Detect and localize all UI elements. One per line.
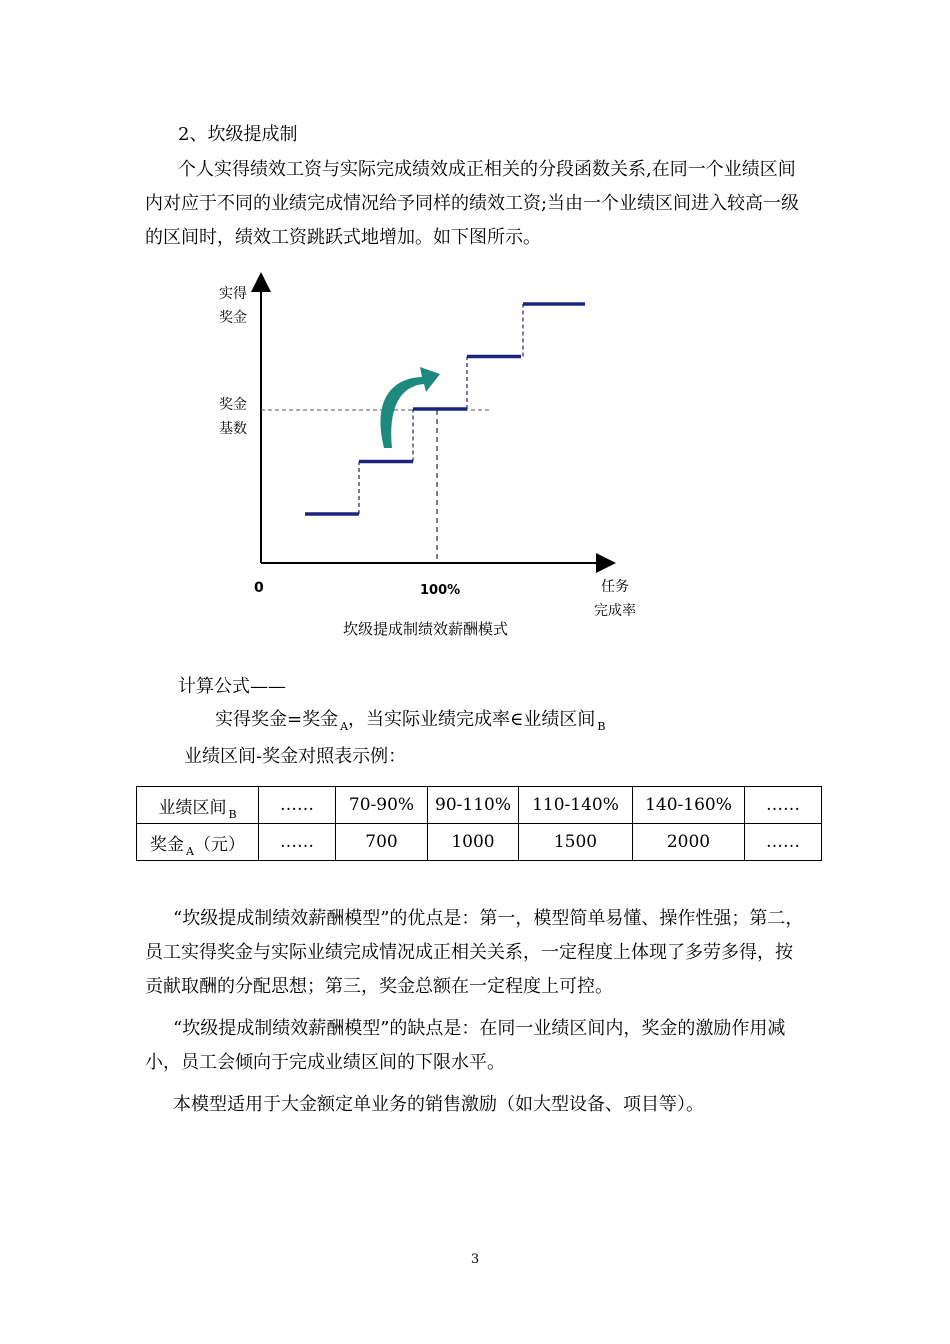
x-axis-label: 任务 完成率 [594, 579, 636, 619]
pros-paragraph: “坎级提成制绩效薪酬模型”的优点是：第一，模型简单易懂、操作性强；第二，员工实得奖金与实际业绩完成情况成正相关关系，一定程度上体现了多劳多得，按贡献取酬的分配思想；第三，奖金总额在一定程度上可控。 [145, 908, 804, 997]
table-cell: …… [745, 824, 822, 861]
table-cell: 90-110% [428, 787, 519, 824]
x-reference-label: 100% [420, 583, 461, 598]
table-cell: …… [259, 787, 336, 824]
reference-label: 奖金 基数 [219, 397, 247, 437]
intro-paragraph: 个人实得绩效工资与实际完成绩效成正相关的分段函数关系,在同一个业绩区间内对应于不同的业绩完成情况给予同样的绩效工资;当由一个业绩区间进入较高一级的区间时，绩效工资跳跃式地增加。如下图所示。 [145, 159, 800, 248]
table-cell: 140-160% [633, 787, 745, 824]
table-cell: 1500 [519, 824, 633, 861]
table-cell: 700 [336, 824, 428, 861]
section-heading: 2、坎级提成制 [178, 124, 298, 145]
table-cell: 1000 [428, 824, 519, 861]
chart-title: 坎级提成制绩效薪酬模式 [343, 620, 509, 638]
y-axis-label: 实得 奖金 [219, 286, 247, 326]
bonus-table [136, 786, 822, 861]
page-number: 3 [470, 1252, 480, 1267]
table-cell: 70-90% [336, 787, 428, 824]
table-row [137, 824, 822, 861]
table-cell: 2000 [633, 824, 745, 861]
formula-line: 实得奖金=奖金 $_A$，当实际业绩完成率∈业绩区间 $_B$ [215, 709, 606, 733]
x-origin-label: 0 [254, 580, 264, 596]
table-cell: 奖金 $_A$（元） [137, 824, 259, 861]
table-caption: 业绩区间-奖金对照表示例： [184, 746, 407, 767]
step-chart [0, 0, 950, 660]
formula-label: 计算公式—— [178, 676, 286, 697]
table-row [137, 787, 822, 824]
table-cell: 业绩区间 $_B$ [137, 787, 259, 824]
table-cell: …… [259, 824, 336, 861]
scope-paragraph: 本模型适用于大金额定单业务的销售激励（如大型设备、项目等）。 [173, 1094, 704, 1115]
table-cell: …… [745, 787, 822, 824]
cons-paragraph: “坎级提成制绩效薪酬模型”的缺点是：在同一业绩区间内，奖金的激励作用减小，员工会倾向于完成业绩区间的下限水平。 [145, 1018, 786, 1073]
table-cell: 110-140% [519, 787, 633, 824]
